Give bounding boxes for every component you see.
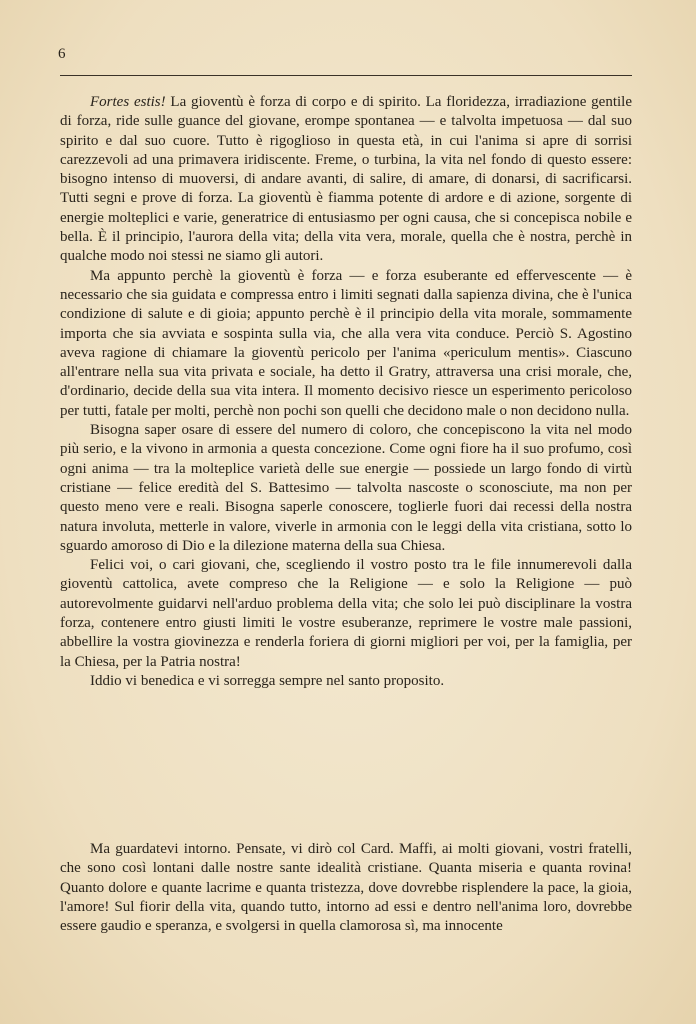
paragraph-1 (60, 93, 632, 267)
section-2 (60, 840, 632, 936)
paragraph-4: Felici voi, o cari giovani, che, scegliendo il vostro posto tra le file innumerevoli dalla gioventù cattolica, avete compreso che la Religione — e solo la Religione — può autorevolmente guidarvi nell'arduo problema della vita; che solo lei può disciplinare la vostra forza, contenere entro giusti limiti le vostre esuberanze, reprimere le vostre male passioni, abbellire la vostra giovinezza e renderla foriera di giorni migliori per voi, per la famiglia, per la Chiesa, per la Patria nostra! (60, 557, 632, 670)
lead-phrase: Fortes estis! (90, 94, 166, 110)
section-1 (60, 93, 632, 691)
page-number: 6 (58, 46, 66, 62)
header-rule (60, 75, 632, 76)
paragraph-6: Ma guardatevi intorno. Pensate, vi dirò col Card. Maffi, ai molti giovani, vostri fratelli, che sono così lontani dalle nostre sante idealità cristiane. Quanta miseria e quanta rovina! Quanto dolore e quante lacrime e quanta tristezza, dove dovrebbe risplendere la pace, la gioia, l'amore! Sul fiorir della vita, quando tutto, intorno ad essi e dentro nell'anima loro, dovrebbe essere gaudio e speranza, e svolgersi in quella clamorosa sì, ma innocente (60, 841, 632, 935)
paragraph-3: Bisogna saper osare di essere del numero di coloro, che concepiscono la vita nel modo più serio, e la vivono in armonia a questa concezione. Come ogni fiore ha il suo profumo, così ogni anima — tra la molteplice varietà delle sue energie — possiede un largo fondo di virtù cristiane — felice eredità del S. Battesimo — talvolta nascoste o sconosciute, ma non per questo meno vere e reali. Bisogna saperle conoscere, toglierle fuori dai recessi della nostra natura involuta, metterle in valore, viverle in armonia con le leggi della vita cristiana, sotto lo sguardo amoroso di Dio e la dilezione materna della sua Chiesa. (60, 422, 632, 554)
paragraph-1-text: La gioventù è forza di corpo e di spirito. La floridezza, irradiazione gentile di forza, ride sulle guance del giovane, erompe spontanea — e talvolta impetuosa — dal suo spirito e dal suo cuore. Tutto è rigoglioso in questa età, in cui l'anima si apre di sorrisi carezzevoli ad una primavera iridiscente. Freme, o turbina, la vita nel fondo di questo essere: bisogno intenso di muoversi, di andare avanti, di salire, di amare, di donarsi, di sacrificarsi. Tutti segni e prove di forza. La gioventù è fiamma potente di ardore e di azione, sorgente di energie molteplici e varie, generatrice di entusiasmo per ogni causa, che si concepisca nobile e bella. È il principio, l'aurora della vita; della vita vera, morale, quella che è nostra, perchè in qualche modo noi stessi ne siamo gli autori. (60, 94, 632, 265)
paragraph-2: Ma appunto perchè la gioventù è forza — e forza esuberante ed effervescente — è necessario che sia guidata e compressa entro i limiti segnati dalla sapienza divina, che è l'unica condizione di salute e di gioia; appunto perchè è il principio della vita morale, sommamente importa che sia avviata e sospinta sulla via, che alla vera vita conduce. Perciò S. Agostino aveva ragione di chiamare la gioventù pericolo per l'anima «periculum mentis». Ciascuno all'entrare nella sua vita privata e sociale, ha detto il Gratry, attraversa una crisi morale, che, d'ordinario, decide della sua vita intera. Il momento decisivo riesce un esperimento pericoloso per tutti, fatale per molti, perchè non pochi son quelli che decidono male o non decidono nulla. (60, 267, 632, 419)
paragraph-5: Iddio vi benedica e vi sorregga sempre nel santo proposito. (90, 672, 445, 689)
